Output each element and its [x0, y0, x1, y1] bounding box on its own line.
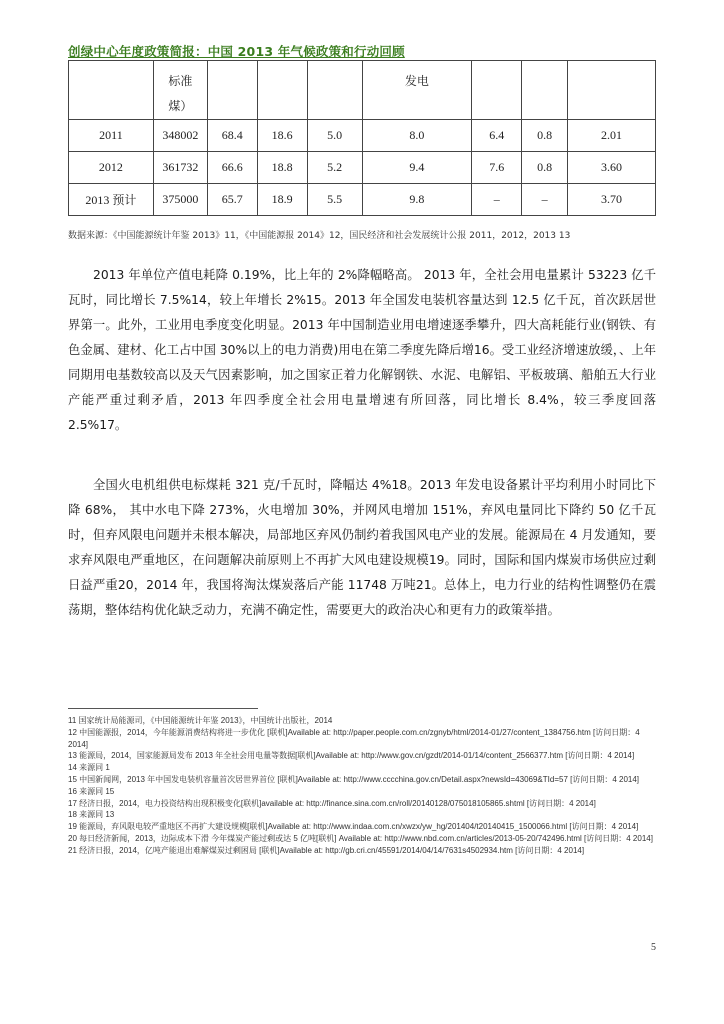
table-header-cell — [153, 61, 207, 120]
table-cell: 361732 — [153, 152, 207, 184]
footnote: 20 每日经济新闻，2013，边际成本下滑 今年煤炭产能过剩或达 5 亿吨[联机] Available at: http://www.nbd.com.cn/articles/2013-05-20/742496.html [访问日期：4 2014] — [68, 833, 653, 843]
footnote: 19 能源局，弃风限电较严重地区不再扩大建设规模[联机]Available at: http://www.indaa.com.cn/xwzx/yw_hg/201404/t20140415_1500066.html [访问日期：4 2014] — [68, 822, 639, 832]
footnote: 21 经济日报，2014，亿吨产能退出难解煤炭过剩困局 [联机]Available at: http://gb.cri.cn/45591/2014/04/14/7631s4502934.htm [访问日期：4 2014] — [68, 845, 585, 855]
table-cell: 5.0 — [307, 120, 362, 152]
body-paragraph: 2013 年单位产值电耗降 0.19%，比上年的 2%降幅略高。 2013 年，全社会用电量累计 53223 亿千瓦时，同比增长 7.5%14，较上年增长 2%15。2013 年全国发电装机容量达到 12.5 亿千瓦，首次跃居世界第一。此外，工业用电季度变化明显。2013 年中国制造业用电增速逐季攀升，四大高耗能行业(钢铁、有色金属、建材、化工占中国 30%以上的电力消费)用电在第二季度先降后增16。受工业经济增速放缓，、上年同期用电基数较高以及天气因素影响，加之国家正着力化解钢铁、水泥、电解铝、平板玻璃、船舶五大行业产能严重过剩矛盾，2013 年四季度全社会用电量增速有所回落，同比增长 8.4%，较三季度回落 2.5%17。 — [68, 268, 656, 432]
table-cell: 2013 预计 — [69, 184, 154, 216]
footnote: 17 经济日报，2014，电力投资结构出现积极变化[联机]available at: http://finance.sina.com.cn/roll/20140128/075018105865.shtml [访问日期：4 2014] — [68, 798, 596, 808]
table-cell: 375000 — [153, 184, 207, 216]
table-header-cell — [568, 61, 656, 120]
footnote-divider — [68, 708, 258, 709]
table-cell: 68.4 — [207, 120, 257, 152]
table-cell: 18.8 — [257, 152, 307, 184]
table-cell: 9.8 — [362, 184, 472, 216]
footnote: 12 中国能源报，2014，今年能源消费结构将进一步优化 [联机]Available at: http://paper.people.com.cn/zgnyb/html/2014-01/27/content_1384756.htm [访问日期：4 2014] — [68, 727, 640, 749]
energy-table — [68, 60, 656, 216]
body-paragraph: 全国火电机组供电标煤耗 321 克/千瓦时，降幅达 4%18。2013 年发电设备累计平均利用小时同比下降 68%， 其中水电下降 273%，火电增加 30%，并网风电增加 151%，弃风电量同比下降约 50 亿千瓦时，但弃风限电问题并未根本解决，局部地区弃风仍制约着我国风电产业的发展。能源局在 4 月发通知，要求弃风限电严重地区，在问题解决前原则上不再扩大风电建设规模19。同时，国际和国内煤炭市场供应过剩日益严重20，2014 年，我国将淘汰煤炭落后产能 11748 万吨21。总体上，电力行业的结构性调整仍在震荡期，整体结构优化缺乏动力，充满不确定性，需要更大的政治决心和更有力的政策举措。 — [68, 478, 656, 617]
table-cell: – — [472, 184, 522, 216]
table-row — [69, 120, 656, 152]
table-cell: 3.70 — [568, 184, 656, 216]
table-cell: 66.6 — [207, 152, 257, 184]
table-cell: 18.6 — [257, 120, 307, 152]
page-header: 创绿中心年度政策简报：中国 2013 年气候政策和行动回顾 — [68, 44, 405, 59]
footnotes — [68, 715, 656, 857]
table-cell: 2011 — [69, 120, 154, 152]
footnote: 13 能源局，2014，国家能源局发布 2013 年全社会用电量等数据[联机]Available at: http://www.gov.cn/gzdt/2014-01/14/content_2566377.htm [访问日期：4 2014] — [68, 751, 635, 761]
table-cell: 2012 — [69, 152, 154, 184]
table-cell: 5.2 — [307, 152, 362, 184]
table-cell: 0.8 — [522, 152, 568, 184]
table-cell: 348002 — [153, 120, 207, 152]
footnote: 18 来源同 13 — [68, 810, 115, 820]
table-cell: 6.4 — [472, 120, 522, 152]
table-header-cell — [69, 61, 154, 120]
footnote: 11 国家统计局能源司，《中国能源统计年鉴 2013》，中国统计出版社，2014 — [68, 716, 333, 725]
footnote: 15 中国新闻网，2013 年中国发电装机容量首次居世界首位 [联机]Available at: http://www.cccchina.gov.cn/Detail.aspx?newsId=43069&TId=57 [访问日期：4 2014] — [68, 774, 640, 784]
table-header-cell — [522, 61, 568, 120]
table-header-cell — [472, 61, 522, 120]
header-power-label: 发电 — [404, 74, 429, 88]
table-header-cell — [257, 61, 307, 120]
table-header-cell — [207, 61, 257, 120]
table-cell: 2.01 — [568, 120, 656, 152]
header-unit-label: 标准 煤） — [168, 74, 193, 113]
table-header-cell — [307, 61, 362, 120]
table-cell: 9.4 — [362, 152, 472, 184]
table-row — [69, 184, 656, 216]
table-cell: 8.0 — [362, 120, 472, 152]
table-row — [69, 152, 656, 184]
table-cell: 3.60 — [568, 152, 656, 184]
table-cell: 7.6 — [472, 152, 522, 184]
table-cell: – — [522, 184, 568, 216]
table-cell: 0.8 — [522, 120, 568, 152]
table-cell: 18.9 — [257, 184, 307, 216]
footnote: 14 来源同 1 — [68, 763, 110, 773]
page-number: 5 — [651, 942, 656, 953]
table-cell: 5.5 — [307, 184, 362, 216]
data-source-note: 数据来源：《中国能源统计年鉴 2013》11，《中国能源报 2014》12，国民经济和社会发展统计公报 2011，2012，2013 13 — [68, 231, 571, 241]
footnote: 16 来源同 15 — [68, 786, 115, 796]
table-header-cell — [362, 61, 472, 120]
table-header-row — [69, 61, 656, 120]
table-cell: 65.7 — [207, 184, 257, 216]
